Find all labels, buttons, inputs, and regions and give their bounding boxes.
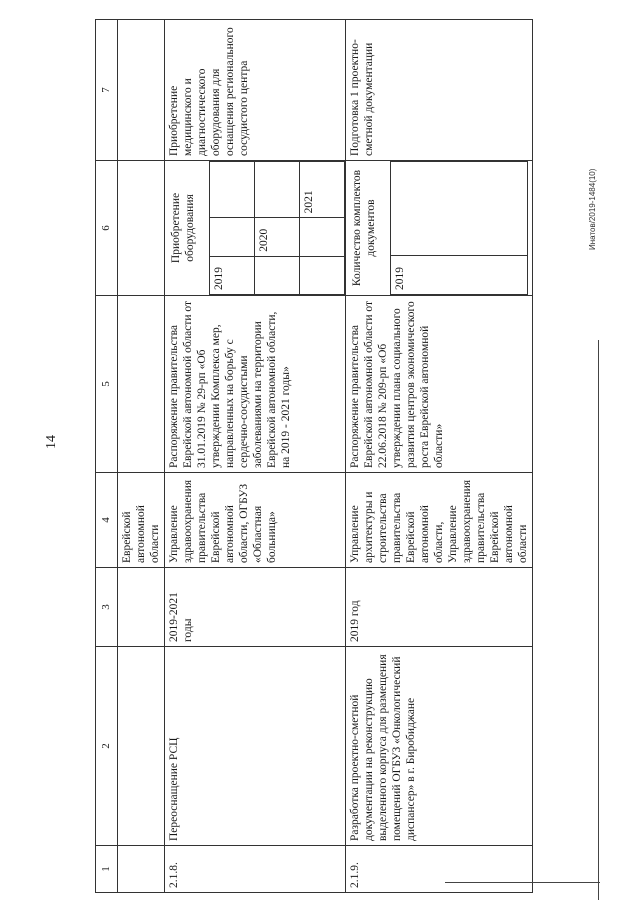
header-cell: 2 [96, 647, 118, 846]
indicator-cell [165, 161, 346, 296]
years-subtable [390, 161, 528, 295]
period-cell: 2019 год [346, 568, 533, 647]
header-row [96, 20, 118, 893]
row-number: 2.1.9. [346, 846, 533, 893]
measure-name: Разработка проектно-сметной документации на реконструкцию выделенного корпуса для размещения помещений ОГБУЗ «Онкологический диспансер» в г. Биробиджане [346, 647, 533, 846]
margin-line-horizontal [445, 882, 600, 883]
header-cell: 3 [96, 568, 118, 647]
year-cell: 2019 [391, 256, 528, 295]
page-number: 14 [44, 435, 59, 449]
header-cell: 7 [96, 20, 118, 161]
header-cell: 5 [96, 296, 118, 473]
years-subtable [209, 161, 345, 295]
continuation-row [118, 20, 165, 893]
executor-cell: Еврейской автономной области [118, 473, 165, 568]
indicator-label: Приобретение оборудования [170, 192, 197, 264]
executor-cell: Управление здравоохранения правительства Еврейской автономной области, ОГБУЗ «Областная больница» [165, 473, 346, 568]
header-cell: 6 [96, 161, 118, 296]
result-cell: Подготовка 1 проектно-сметной документации [346, 20, 533, 161]
margin-line-vertical [598, 340, 599, 900]
year-cell: 2021 [300, 162, 345, 218]
basis-cell: Распоряжение правительства Еврейской автономной области от 22.06.2018 № 209-рп «Об утверждении плана социального развития центров экономического роста Еврейской автономной области» [346, 296, 533, 473]
plan-table [95, 19, 533, 893]
year-cell: 2019 [210, 256, 255, 294]
executor-cell: Управление архитектуры и строительства правительства Еврейской автономной области, Управление здравоохранения правительства Еврейской автономной области [346, 473, 533, 568]
indicator-label: Количество комплектов документов [351, 169, 378, 287]
basis-cell: Распоряжение правительства Еврейской автономной области от 31.01.2019 № 29-рп «Об утверждении Комплекса мер, направленных на борьбу с сердечно-сосудистыми заболеваниями на территории Еврейской автономной области, на 2019 - 2021 годы» [165, 296, 346, 473]
table-row [346, 20, 533, 893]
measure-name: Переоснащение РСЦ [165, 647, 346, 846]
period-cell: 2019-2021 годы [165, 568, 346, 647]
document-stamp: Инатов/2019-1484(10) [588, 168, 597, 250]
indicator-cell [346, 161, 533, 296]
result-cell: Приобретение медицинского и диагностического оборудования для оснащения регионального сосудистого центра [165, 20, 346, 161]
table-row [165, 20, 346, 893]
row-number: 2.1.8. [165, 846, 346, 893]
year-cell: 2020 [255, 218, 300, 256]
header-cell: 1 [96, 846, 118, 893]
header-cell: 4 [96, 473, 118, 568]
